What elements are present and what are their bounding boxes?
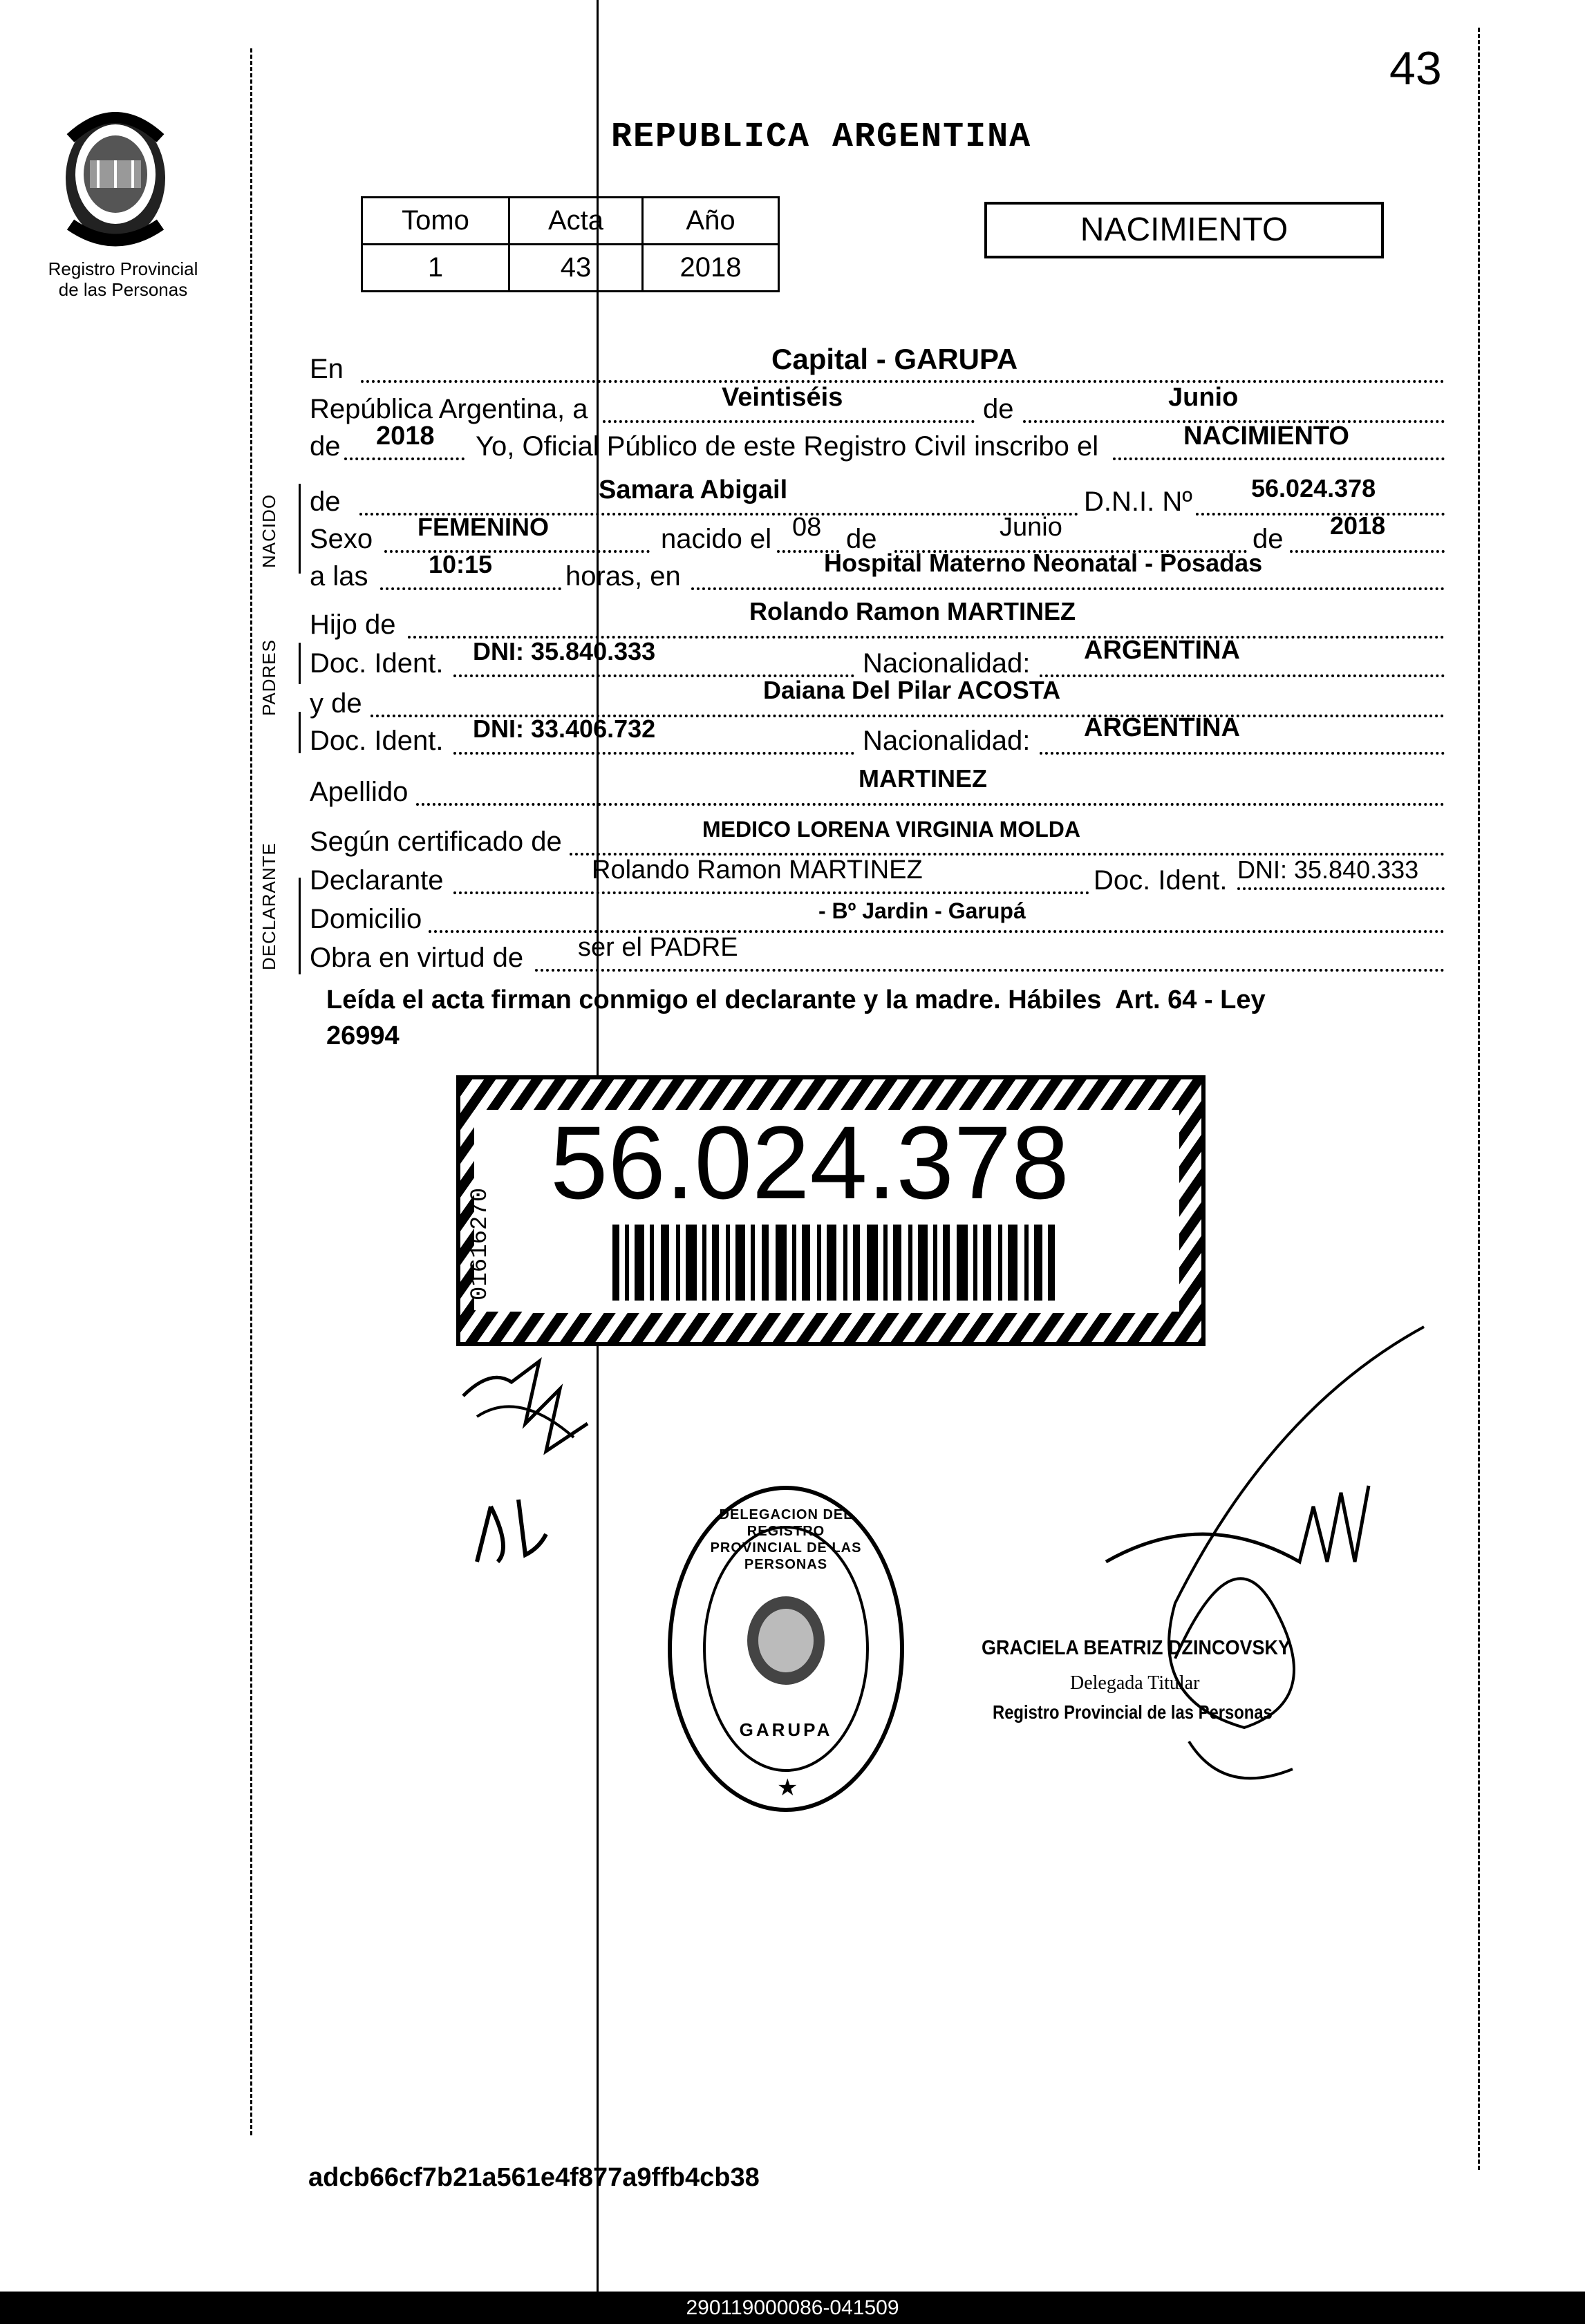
anio-header: Año [643,198,779,245]
document-hash: adcb66cf7b21a561e4f877a9ffb4cb38 [308,2163,760,2192]
closing-text-1: Leída el acta firman conmigo el declarante y la madre. Hábiles Art. 64 - Ley [326,985,1266,1014]
misiones-shield-icon [50,97,181,256]
id-sticker [456,1075,1206,1346]
side-label-declarante: DECLARANTE [259,842,279,970]
seal-ring-text: DELEGACION DEL REGISTRO PROVINCIAL DE LAS PERSONAS [710,1507,862,1572]
tomo-header: Tomo [362,198,509,245]
doc2-label: Doc. Ident. [310,726,444,756]
apellido-value: MARTINEZ [859,764,987,793]
acta-value: 43 [509,245,643,292]
footer-bar [0,2292,1585,2324]
country-title: REPUBLICA ARGENTINA [611,117,1032,157]
inscribo-value: NACIMIENTO [1183,422,1349,451]
sticker-number: 56.024.378 [550,1104,1069,1220]
nombre-value: Samara Abigail [599,475,788,504]
sexo-dots [384,550,650,553]
act-type-box [984,202,1384,258]
anio-value: 2018 [643,245,779,292]
domicilio-value: - Bº Jardin - Garupá [818,898,1026,923]
declarante-bracket [299,878,301,974]
province-logo [50,97,181,256]
official-seal [668,1486,904,1812]
en-label: En [310,354,344,384]
de2-label: de [310,431,341,462]
apellido-dots [416,803,1445,806]
register-table [361,196,780,292]
segun-label: Según certificado de [310,826,562,857]
de5-label: de [1253,524,1284,554]
yo-label: Yo, Oficial Público de este Registro Civil inscribo el [476,431,1099,462]
doc1-label: Doc. Ident. [310,648,444,679]
sexo-label: Sexo [310,524,373,554]
nac1-label: Nacionalidad: [863,648,1031,679]
nac2-dots [1040,752,1445,755]
nac-anio-value: 2018 [1330,511,1386,540]
padre-value: Rolando Ramon MARTINEZ [749,597,1076,625]
inscribo-dots [1113,457,1445,460]
republica-label: República Argentina, a [310,394,588,424]
nac-dia-value: 08 [792,513,822,542]
sexo-value: FEMENINO [418,513,550,541]
logo-caption-1: Registro Provincial [48,258,198,279]
nac-anio-dots [1290,550,1445,553]
lugar-value: Hospital Materno Neonatal - Posadas [824,549,1263,577]
closing-text-2: 26994 [326,1021,400,1050]
horas-label: horas, en [565,561,681,592]
left-margin-line [250,48,252,2135]
signatory-office: Registro Provincial de las Personas [993,1701,1273,1723]
act-type: NACIMIENTO [1080,211,1288,248]
logo-caption-2: de las Personas [58,279,188,300]
nac1-value: ARGENTINA [1084,636,1240,665]
de3-label: de [310,486,341,517]
domicilio-label: Domicilio [310,904,422,934]
side-label-padres: PADRES [259,639,279,716]
sticker-serial: 01616270 [467,1187,494,1301]
side-label-nacido: NACIDO [259,493,279,568]
doc2-dots [453,752,854,755]
tomo-value: 1 [362,245,509,292]
doc1-value: DNI: 35.840.333 [473,637,656,665]
acta-header: Acta [509,198,643,245]
hora-value: 10:15 [429,550,493,578]
seal-town: GARUPA [739,1719,833,1740]
nacido-label: nacido el [661,524,772,554]
nac2-value: ARGENTINA [1084,713,1240,742]
de4-label: de [846,524,877,554]
padres-bracket [299,643,301,684]
declarant-signature-icon [449,1341,629,1659]
dni-dots [1196,513,1445,516]
certificado-value: MEDICO LORENA VIRGINIA MOLDA [702,817,1080,842]
nac1-dots [1040,674,1445,677]
doc2-value: DNI: 33.406.732 [473,715,656,743]
declarante-label: Declarante [310,865,444,896]
en-value: Capital - GARUPA [771,343,1018,375]
lugar-dots [691,587,1445,590]
signatory-role: Delegada Titular [1070,1672,1200,1694]
doc3-value: DNI: 35.840.333 [1237,856,1419,884]
declarante-dots [453,891,1089,894]
madre-value: Daiana Del Pilar ACOSTA [763,676,1061,704]
dni-value: 56.024.378 [1251,474,1376,502]
dia-dots [603,420,975,423]
official-signature-icon [1065,1313,1452,1811]
alas-label: a las [310,561,368,592]
anio-dots [344,457,465,460]
nac2-label: Nacionalidad: [863,726,1031,756]
obra-value: ser el PADRE [578,933,738,962]
apellido-label: Apellido [310,777,409,807]
barcode-icon [612,1225,1055,1301]
doc3-label: Doc. Ident. [1094,865,1228,896]
declarante-value: Rolando Ramon MARTINEZ [592,856,923,885]
en-dots [361,380,1445,383]
right-margin-line [1478,28,1480,2170]
signatory-name: GRACIELA BEATRIZ DZINCOVSKY [982,1636,1291,1659]
hora-dots [380,587,561,590]
svg-text:★: ★ [777,1775,798,1801]
obra-label: Obra en virtud de [310,943,524,973]
page-number: 43 [1389,42,1442,95]
dia-value: Veintiséis [722,383,843,412]
yde-label: y de [310,688,362,719]
nacido-bracket [299,484,301,574]
nac-mes-value: Junio [1000,513,1062,542]
footer-code: 290119000086-041509 [686,2296,899,2319]
padres-bracket-2 [299,712,301,753]
doc3-dots [1237,887,1445,890]
anio-value: 2018 [376,422,435,451]
hijo-label: Hijo de [310,610,396,640]
de-label: de [983,394,1014,424]
obra-dots [535,969,1445,972]
dni-label: D.N.I. Nº [1084,486,1192,517]
mes-value: Junio [1168,383,1239,412]
